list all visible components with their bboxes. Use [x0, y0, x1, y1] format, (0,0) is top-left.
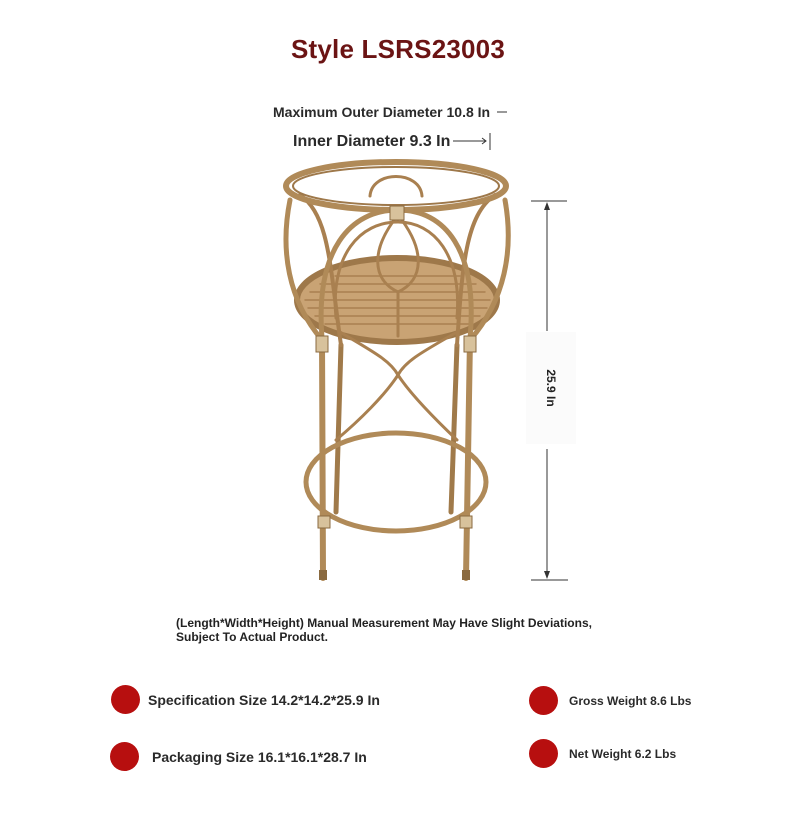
height-label-box [526, 332, 576, 444]
bullet-dot-icon [529, 686, 558, 715]
note-line-2: Subject To Actual Product. [176, 630, 329, 644]
bullet-dot-icon [529, 739, 558, 768]
spec-item-gross-weight [529, 686, 691, 715]
measurement-note [176, 616, 606, 644]
height-label: 25.9 In [544, 369, 558, 407]
spec-item-net-weight [529, 739, 676, 768]
bullet-dot-icon [111, 685, 140, 714]
note-line-1: (Length*Width*Height) Manual Measurement May Have Slight Deviations, [176, 616, 592, 630]
spec-item-specification-size [111, 685, 380, 714]
diameter-markers [453, 112, 507, 150]
spec-item-packaging-size [110, 742, 367, 771]
bullet-dot-icon [110, 742, 139, 771]
page-title: Style LSRS23003 [290, 34, 505, 64]
gross-weight-text: Gross Weight 8.6 Lbs [569, 693, 692, 708]
net-weight-text: Net Weight 6.2 Lbs [569, 746, 677, 761]
specification-size-text: Specification Size 14.2*14.2*25.9 In [148, 691, 380, 708]
packaging-size-text: Packaging Size 16.1*16.1*28.7 In [152, 748, 367, 765]
outer-diameter-label: Maximum Outer Diameter 10.8 In [273, 104, 491, 120]
rattan-stand-image [286, 162, 508, 580]
inner-diameter-label: Inner Diameter 9.3 In [293, 133, 451, 150]
